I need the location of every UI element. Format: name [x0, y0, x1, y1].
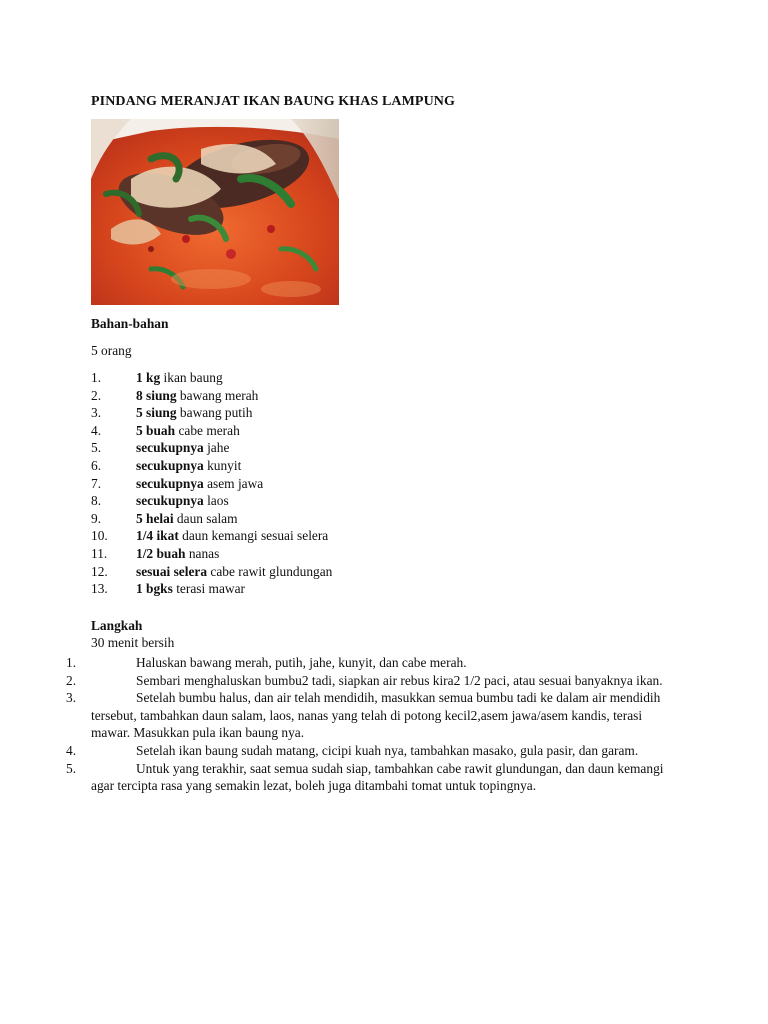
ingredient-item	[91, 475, 332, 493]
ingredient-item	[91, 545, 332, 563]
ingredient-name: laos	[203, 493, 229, 509]
ingredient-name: terasi mawar	[172, 581, 245, 597]
ingredient-name: daun kemangi sesuai selera	[178, 528, 329, 544]
fish-stew-illustration	[91, 119, 339, 305]
ingredient-number: 10.	[91, 528, 108, 544]
step-text: Setelah ikan baung sudah matang, cicipi kuah nya, tambahkan masako, gula pasir, dan garam.	[136, 742, 639, 758]
ingredient-item	[91, 510, 332, 528]
ingredients-heading: Bahan-bahan	[91, 316, 169, 331]
duration-text: 30 menit bersih	[91, 635, 175, 650]
ingredient-quantity: 1 kg	[136, 370, 161, 385]
ingredient-item	[91, 439, 332, 457]
ingredient-name: nanas	[185, 545, 220, 561]
ingredient-item	[91, 563, 332, 581]
fish-stew-photo	[91, 119, 339, 305]
ingredient-item	[91, 457, 332, 475]
step-item	[66, 654, 666, 672]
ingredient-name: daun salam	[173, 510, 238, 526]
ingredient-quantity: 5 helai	[136, 510, 174, 526]
ingredients-list	[91, 369, 332, 598]
ingredient-name: asem jawa	[203, 475, 264, 491]
ingredient-quantity: 1/2 buah	[136, 545, 186, 561]
ingredient-number: 3.	[91, 405, 102, 421]
step-item	[66, 760, 666, 795]
ingredient-number: 11.	[91, 545, 108, 561]
recipe-title: PINDANG MERANJAT IKAN BAUNG KHAS LAMPUNG	[91, 94, 455, 109]
ingredient-quantity: 1/4 ikat	[136, 528, 179, 544]
ingredient-quantity: 8 siung	[136, 387, 177, 403]
ingredient-item	[91, 492, 332, 510]
step-item	[66, 742, 666, 760]
ingredient-quantity: secukupnya	[136, 493, 204, 509]
ingredient-name: ikan baung	[160, 370, 223, 385]
ingredient-quantity: 1 bgks	[136, 581, 173, 597]
ingredient-quantity: sesuai selera	[136, 563, 208, 579]
ingredient-quantity: secukupnya	[136, 475, 204, 491]
step-number: 4.	[66, 742, 77, 758]
ingredient-number: 7.	[91, 475, 102, 491]
ingredient-number: 12.	[91, 563, 108, 579]
ingredient-number: 2.	[91, 387, 102, 403]
ingredient-quantity: 5 siung	[136, 405, 177, 421]
ingredient-name: bawang putih	[176, 405, 253, 421]
ingredient-item	[91, 404, 332, 422]
step-text: Haluskan bawang merah, putih, jahe, kunyit, dan cabe merah.	[136, 655, 467, 670]
ingredient-name: cabe rawit glundungan	[207, 563, 333, 579]
ingredient-name: bawang merah	[176, 387, 259, 403]
ingredient-number: 5.	[91, 440, 102, 456]
step-number: 2.	[66, 672, 77, 688]
ingredient-item	[91, 580, 332, 598]
ingredient-name: jahe	[203, 440, 230, 456]
step-item	[66, 672, 666, 690]
ingredient-item	[91, 422, 332, 440]
ingredient-number: 4.	[91, 422, 102, 438]
step-number: 3.	[66, 690, 77, 706]
ingredient-number: 6.	[91, 457, 102, 473]
step-number: 5.	[66, 760, 77, 776]
ingredient-quantity: secukupnya	[136, 440, 204, 456]
step-text: Setelah bumbu halus, dan air telah mendidih, masukkan semua bumbu tadi ke dalam air mendidih tersebut, tambahkan daun salam, laos, nanas yang telah di potong kecil2,asem jawa/asem kandis, terasi mawar. Masukkan pula ikan baung nya.	[91, 690, 661, 741]
ingredient-name: kunyit	[203, 457, 242, 473]
ingredient-number: 8.	[91, 493, 102, 509]
ingredient-number: 13.	[91, 581, 108, 597]
ingredient-number: 9.	[91, 510, 102, 526]
steps-list	[66, 654, 666, 795]
step-text: Sembari menghaluskan bumbu2 tadi, siapkan air rebus kira2 1/2 paci, atau sesuai banyaknya ikan.	[136, 672, 663, 688]
step-number: 1.	[66, 655, 77, 670]
ingredient-item	[91, 527, 332, 545]
step-item	[66, 689, 666, 742]
ingredient-quantity: secukupnya	[136, 457, 204, 473]
ingredient-number: 1.	[91, 370, 102, 385]
ingredient-item	[91, 387, 332, 405]
ingredient-name: cabe merah	[175, 422, 240, 438]
servings-text: 5 orang	[91, 343, 132, 358]
steps-heading: Langkah	[91, 618, 143, 633]
ingredient-item	[91, 369, 332, 387]
step-text: Untuk yang terakhir, saat semua sudah siap, tambahkan cabe rawit glundungan, dan daun kemangi agar tercipta rasa yang semakin lezat, boleh juga ditambahi tomat untuk topingnya.	[91, 760, 664, 794]
ingredient-quantity: 5 buah	[136, 422, 176, 438]
